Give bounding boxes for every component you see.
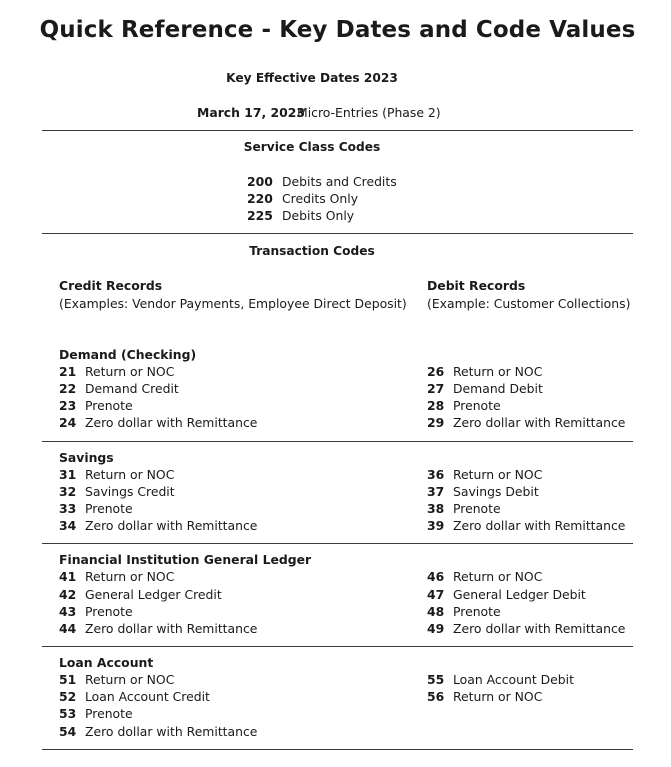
credit-code: 43 [59,604,77,619]
service-class-code: 225 [247,208,273,223]
debit-label: Return or NOC [453,689,543,704]
credit-label: General Ledger Credit [85,587,222,602]
credit-code: 21 [59,364,77,379]
credit-label: Zero dollar with Remittance [85,415,258,430]
service-class-label: Credits Only [282,191,359,206]
debit-label: Return or NOC [453,569,543,584]
debit-code: 47 [427,587,445,602]
debit-code: 46 [427,569,445,584]
debit-records-examples: (Example: Customer Collections) [427,296,631,311]
group-name: Loan Account [59,655,154,670]
transaction-codes-heading: Transaction Codes [249,244,375,258]
divider [42,233,633,234]
debit-label: Demand Debit [453,381,543,396]
credit-label: Prenote [85,501,133,516]
credit-code: 51 [59,672,77,687]
credit-code: 53 [59,706,77,721]
divider [42,441,633,442]
credit-code: 32 [59,484,77,499]
key-date-description: Micro-Entries (Phase 2) [297,105,441,120]
credit-code: 31 [59,467,77,482]
debit-label: Return or NOC [453,364,543,379]
debit-label: Prenote [453,501,501,516]
credit-code: 44 [59,621,77,636]
service-class-label: Debits Only [282,208,355,223]
debit-label: Prenote [453,604,501,619]
service-class-code: 220 [247,191,273,206]
debit-code: 39 [427,518,445,533]
service-class-code: 200 [247,174,273,189]
credit-code: 52 [59,689,77,704]
debit-code: 26 [427,364,445,379]
debit-code: 27 [427,381,445,396]
credit-records-examples: (Examples: Vendor Payments, Employee Direct Deposit) [59,296,407,311]
credit-code: 24 [59,415,77,430]
service-class-heading: Service Class Codes [243,140,381,154]
credit-code: 34 [59,518,77,533]
divider [42,646,633,647]
credit-label: Prenote [85,604,133,619]
credit-label: Loan Account Credit [85,689,210,704]
divider [42,130,633,131]
key-dates-heading: Key Effective Dates 2023 [226,71,398,85]
debit-label: Loan Account Debit [453,672,574,687]
credit-label: Zero dollar with Remittance [85,518,258,533]
credit-label: Savings Credit [85,484,175,499]
credit-code: 33 [59,501,77,516]
credit-label: Demand Credit [85,381,179,396]
debit-label: Prenote [453,398,501,413]
group-name: Savings [59,450,114,465]
debit-code: 37 [427,484,445,499]
credit-label: Return or NOC [85,672,175,687]
debit-code: 28 [427,398,445,413]
group-name: Demand (Checking) [59,347,197,362]
debit-code: 55 [427,672,445,687]
debit-label: Zero dollar with Remittance [453,518,626,533]
debit-label: Savings Debit [453,484,539,499]
credit-records-header: Credit Records [59,278,163,293]
credit-code: 54 [59,724,77,739]
debit-code: 36 [427,467,445,482]
service-class-label: Debits and Credits [282,174,397,189]
debit-code: 38 [427,501,445,516]
credit-label: Zero dollar with Remittance [85,724,258,739]
credit-label: Prenote [85,706,133,721]
credit-label: Return or NOC [85,569,175,584]
credit-code: 23 [59,398,77,413]
group-name: Financial Institution General Ledger [59,552,312,567]
credit-code: 42 [59,587,77,602]
debit-label: Zero dollar with Remittance [453,621,626,636]
credit-code: 22 [59,381,77,396]
debit-label: Zero dollar with Remittance [453,415,626,430]
debit-records-header: Debit Records [427,278,526,293]
credit-code: 41 [59,569,77,584]
credit-label: Return or NOC [85,364,175,379]
debit-label: Return or NOC [453,467,543,482]
page-title: Quick Reference - Key Dates and Code Values [39,17,636,43]
credit-label: Prenote [85,398,133,413]
debit-code: 48 [427,604,445,619]
debit-label: General Ledger Debit [453,587,586,602]
debit-code: 49 [427,621,445,636]
debit-code: 56 [427,689,445,704]
credit-label: Zero dollar with Remittance [85,621,258,636]
divider [42,543,633,544]
divider [42,749,633,750]
credit-label: Return or NOC [85,467,175,482]
debit-code: 29 [427,415,445,430]
key-date-value: March 17, 2023 [197,105,306,120]
